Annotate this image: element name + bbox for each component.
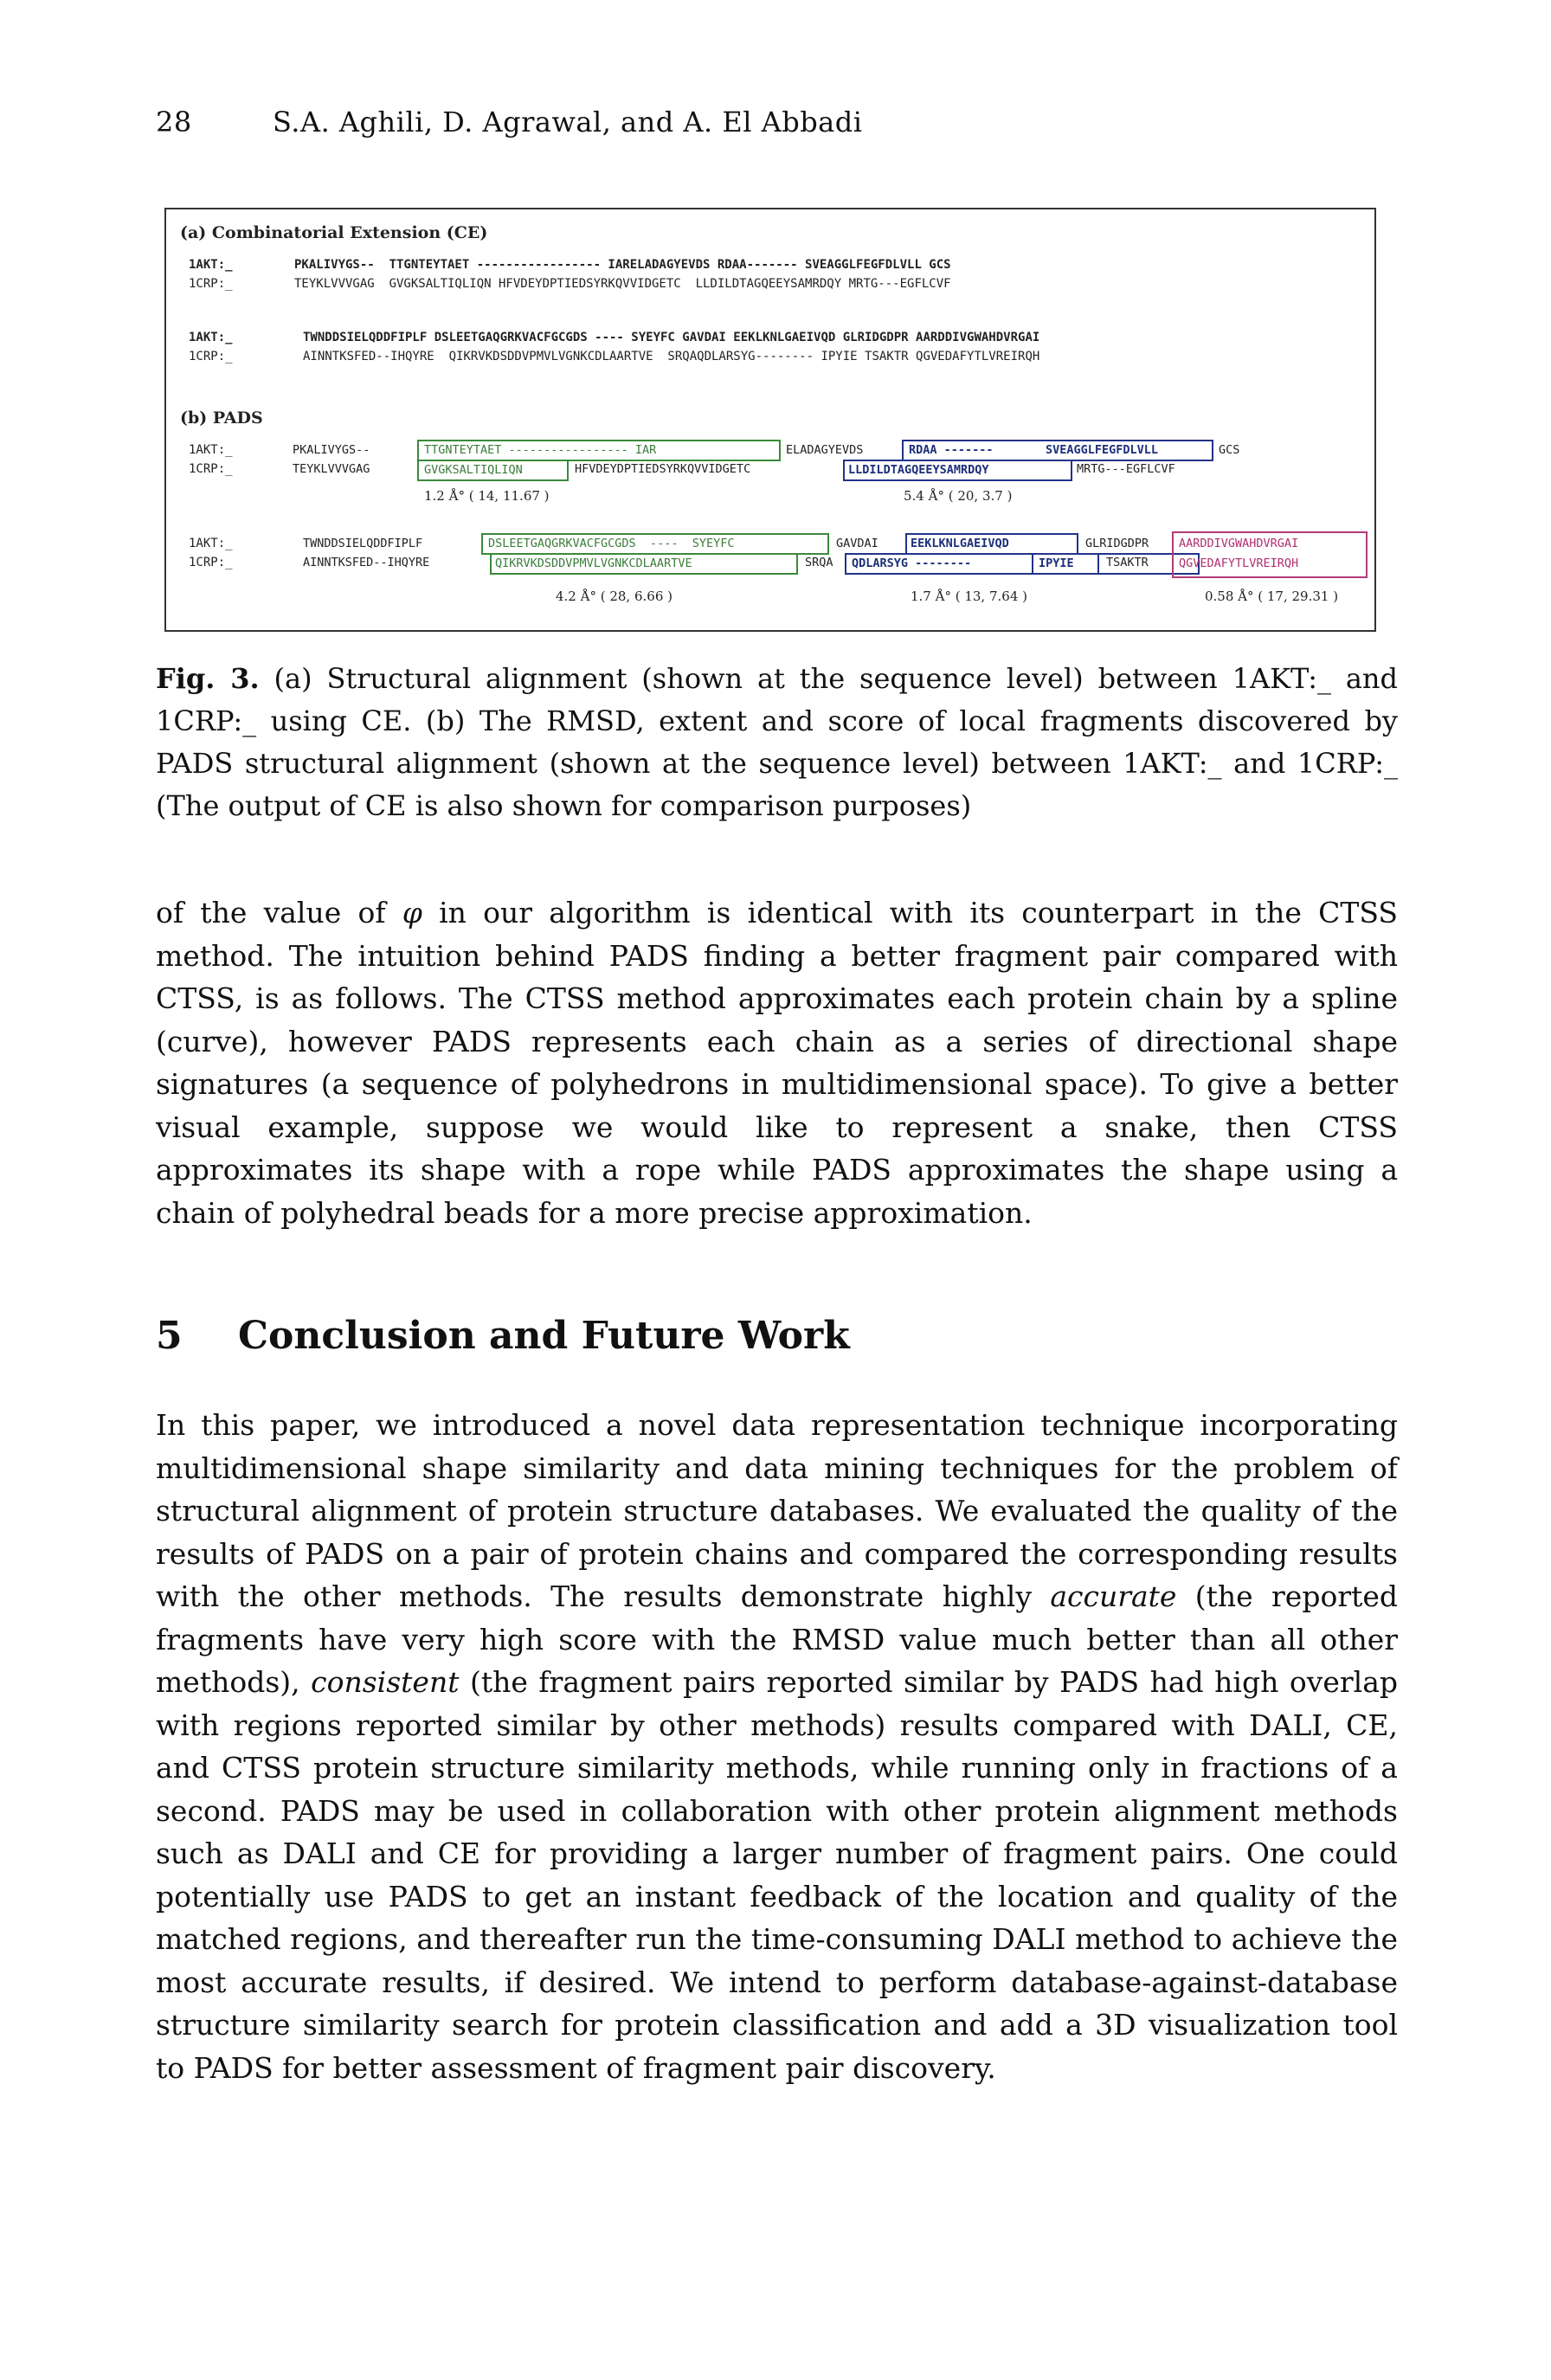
panel-b-title: (b) PADS: [180, 408, 263, 428]
pads-b1-1crp-tail: MRTG---EGFLCVF: [1077, 462, 1175, 476]
phi-symbol: φ: [402, 896, 422, 929]
pads-b1-fragment2-1crp: LLDILDTAGQEEYSAMRDQY: [848, 463, 989, 477]
ce-row1-1crp-seq: TEYKLVVVGAG GVGKSALTIQLIQN HFVDEYDPTIEDSYRKQVVIDGETC LLDILDTAGQEEYSAMRDQY MRTG---EGFLCVF: [294, 277, 951, 291]
pads-b2-stat-fragment2: 1.7 Å° ( 13, 7.64 ): [911, 589, 1027, 604]
pads-b2-stat-fragment1: 4.2 Å° ( 28, 6.66 ): [556, 589, 673, 604]
figure-caption: [156, 658, 1398, 827]
figure-caption-text: (a) Structural alignment (shown at the sequence level) between 1AKT:_ and 1CRP:_ using CE. (b) The RMSD, extent and score of local fragments discovered by PADS structural alignment (shown at the sequence level) between 1AKT:_ and 1CRP:_ (The output of CE is also shown for comparison purposes): [156, 662, 1399, 822]
ce-row1-1crp-label: 1CRP:_: [189, 277, 233, 291]
pads-b2-fragment2-1crp: QDLARSYG --------: [852, 556, 972, 570]
paragraph-continued-part-b: in our algorithm is identical with its counterpart in the CTSS method. The intuition behind PADS finding a better fragment pair compared with CTSS, is as follows. The CTSS method approximates each protein chain by a spline (curve), however PADS represents each chain as a series of directional shape signatures (a sequence of polyhedrons in multidimensional space). To give a better visual example, suppose we would like to represent a snake, then CTSS approximates its shape with a rope while PADS approximates the shape using a chain of polyhedral beads for a more precise approximation.: [156, 896, 1398, 1230]
conclusion-part-c: (the fragment pairs reported similar by PADS had high overlap with regions reported similar by other methods) results compared with DALI, CE, and CTSS protein structure similarity methods, while running only in fractions of a second. PADS may be used in collaboration with other protein alignment methods such as DALI and CE for providing a larger number of fragment pairs. One could potentially use PADS to get an instant feedback of the location and quality of the matched regions, and thereafter run the time-consuming DALI method to achieve the most accurate results, if desired. We intend to perform database-against-database structure similarity search for protein classification and add a 3D visualization tool to PADS for better assessment of fragment pair discovery.: [156, 1665, 1398, 2085]
pads-b1-stat-fragment2: 5.4 Å° ( 20, 3.7 ): [904, 488, 1013, 504]
conclusion-paragraph: [156, 1404, 1398, 2089]
ce-row1-1akt-label: 1AKT:_: [189, 258, 233, 272]
conclusion-part-a: In this paper, we introduced a novel data representation technique incorporating multidimensional shape similarity and data mining techniques for the problem of structural alignment of protein structure databases. We evaluated the quality of the results of PADS on a pair of protein chains and compared the corresponding results with the other methods. The results demonstrate highly: [156, 1408, 1398, 1613]
emphasis-consistent: consistent: [311, 1665, 460, 1699]
pads-b2-1crp-prefix: AINNTKSFED--IHQYRE: [303, 556, 430, 569]
panel-a-title: (a) Combinatorial Extension (CE): [180, 223, 488, 242]
pads-b1-1crp-prefix: TEYKLVVVGAG: [293, 462, 370, 476]
figure-caption-label: Fig. 3.: [156, 662, 260, 695]
pads-b1-1akt-middle: ELADAGYEVDS: [786, 443, 864, 457]
ce-row2-1crp-seq: AINNTKSFED--IHQYRE QIKRVKDSDDVPMVLVGNKCDLAARTVE SRQAQDLARSYG-------- IPYIE TSAKTR QGVEDAFYTLVREIRQH: [303, 350, 1040, 363]
ce-row2-1akt-seq: TWNDDSIELQDDFIPLF DSLEETGAQGRKVACFGCGDS ---- SYEYFC GAVDAI EEKLKNLGAEIVQD GLRIDGDPR AARDDIVGWAHDVRGAI: [303, 331, 1040, 344]
pads-b1-1akt-label: 1AKT:_: [189, 443, 233, 457]
pads-b1-1crp-middle: HFVDEYDPTIEDSYRKQVVIDGETC: [575, 462, 751, 476]
section-heading: [156, 1314, 850, 1358]
pads-b2-1akt-prefix: TWNDDSIELQDDFIPLF: [303, 537, 423, 550]
pads-b1-1akt-tail: SVEAGGLFEGFDLVLL: [1046, 443, 1159, 457]
section-number: 5: [156, 1314, 183, 1358]
paragraph-continued: [156, 891, 1398, 1234]
page-number: 28: [156, 106, 192, 138]
pads-b2-1akt-label: 1AKT:_: [189, 537, 233, 550]
pads-b1-1crp-label: 1CRP:_: [189, 462, 233, 476]
pads-b1-1akt-prefix: PKALIVYGS--: [293, 443, 370, 457]
pads-b1-fragment1-1akt: TTGNTEYTAET ----------------- IAR: [424, 443, 657, 457]
pads-b2-1crp-middle: SRQA: [805, 556, 833, 569]
pads-b2-fragment2-1akt: EEKLKNLGAEIVQD: [911, 537, 1009, 550]
pads-b2-1akt-middle2: GLRIDGDPR: [1085, 537, 1149, 550]
pads-b2-1crp-middle2: TSAKTR: [1106, 556, 1149, 569]
pads-b2-1crp-label: 1CRP:_: [189, 556, 233, 569]
pads-b2-1akt-middle: GAVDAI: [836, 537, 878, 550]
pads-b2-fragment3-1crp: QGVEDAFYTLVREIRQH: [1179, 556, 1299, 570]
pads-b2-fragment1-1akt: DSLEETGAQGRKVACFGCGDS ---- SYEYFC: [488, 537, 735, 550]
pads-b2-fragment1-1crp: QIKRVKDSDDVPMVLVGNKCDLAARTVE: [495, 556, 692, 570]
pads-b1-fragment1-1crp: GVGKSALTIQLIQN: [424, 463, 523, 477]
pads-b1-stat-fragment1: 1.2 Å° ( 14, 11.67 ): [424, 488, 550, 504]
paragraph-continued-part-a: of the value of: [156, 896, 402, 929]
running-head-authors: S.A. Aghili, D. Agrawal, and A. El Abbadi: [273, 106, 863, 138]
pads-b1-1akt-tail2: GCS: [1219, 443, 1240, 457]
section-title: Conclusion and Future Work: [238, 1314, 850, 1358]
ce-row1-1akt-seq: PKALIVYGS-- TTGNTEYTAET ----------------- IARELADAGYEVDS RDAA------- SVEAGGLFEGFDLVLL GCS: [294, 258, 951, 272]
pads-b2-fragment3-1akt: AARDDIVGWAHDVRGAI: [1179, 537, 1299, 550]
running-head: [156, 106, 862, 138]
pads-b1-fragment2-1akt: RDAA -------: [909, 443, 994, 457]
ce-row2-1crp-label: 1CRP:_: [189, 350, 233, 363]
conclusion-part-b: (the reported fragments have very high score with the RMSD value much better than all other methods),: [156, 1579, 1399, 1699]
ce-row2-1akt-label: 1AKT:_: [189, 331, 233, 344]
pads-b2-fragment2b-1crp: IPYIE: [1039, 556, 1074, 570]
emphasis-accurate: accurate: [1050, 1579, 1177, 1613]
pads-b2-stat-fragment3: 0.58 Å° ( 17, 29.31 ): [1205, 589, 1339, 604]
figure-3: [164, 208, 1376, 632]
